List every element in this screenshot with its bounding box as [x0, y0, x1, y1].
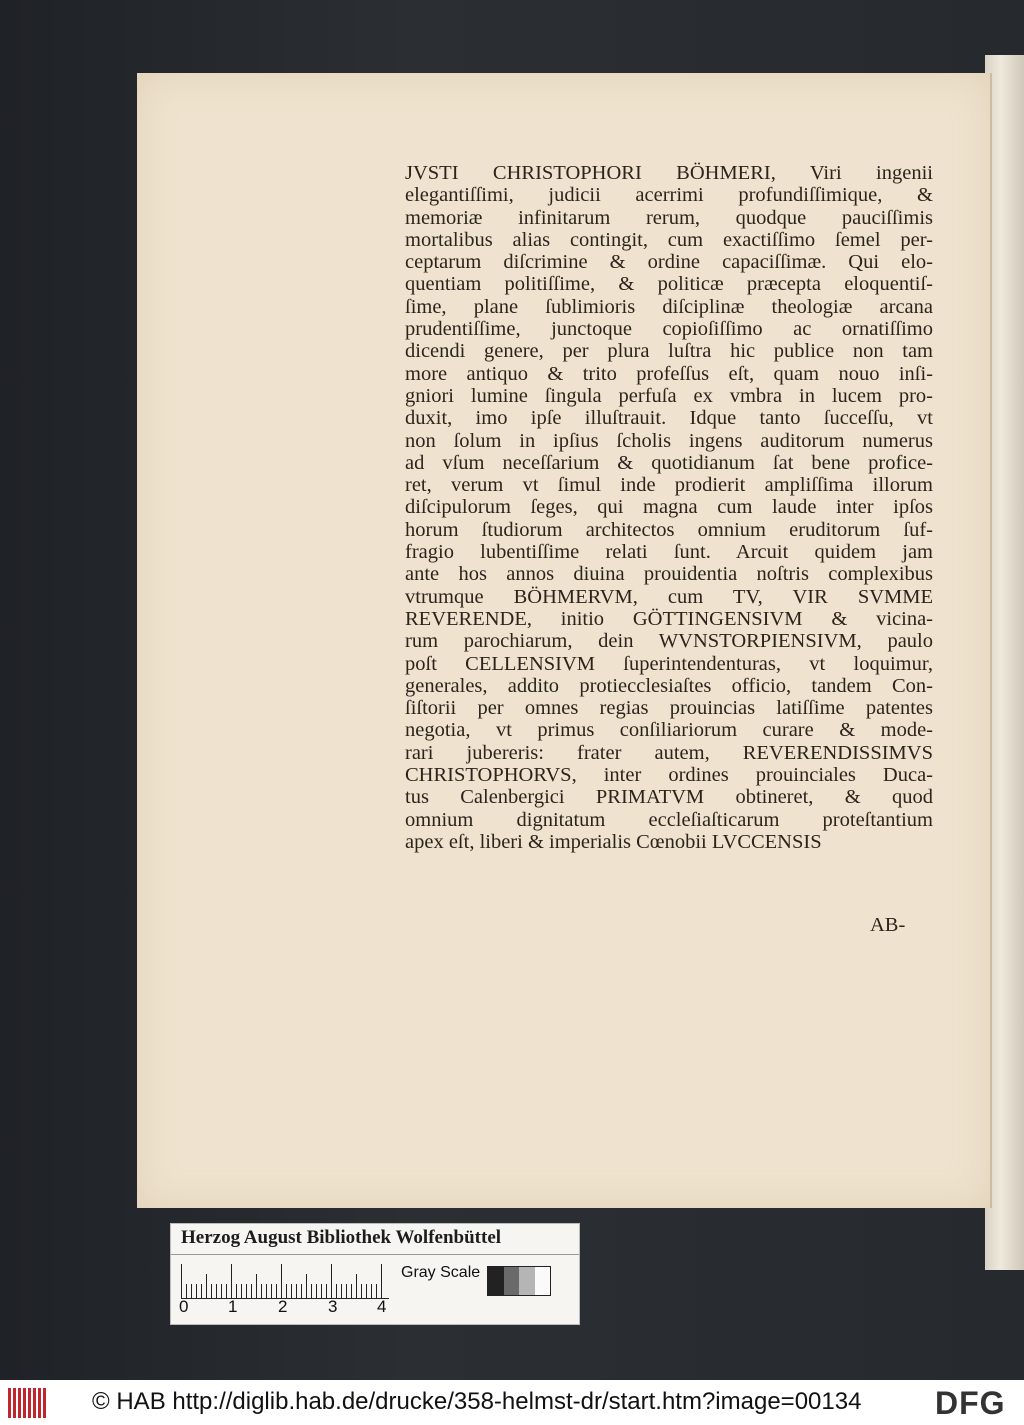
text-line: diſcipulorum ſeges, qui magna cum laude inter ipſos	[405, 496, 933, 519]
text-line: memoriæ infinitarum rerum, quodque pauciſſimis	[405, 206, 933, 229]
ruler-tick	[336, 1284, 337, 1298]
ruler-tick	[281, 1264, 282, 1298]
text-line: REVERENDE, initio GÖTTINGENSIVM & vicina-	[405, 607, 933, 630]
text-line: rum parochiarum, dein WVNSTORPIENSIVM, paulo	[405, 630, 933, 653]
ruler-tick	[341, 1284, 342, 1298]
measurement-ruler	[181, 1262, 389, 1298]
dfg-logo: DFG	[935, 1385, 1006, 1421]
card-divider	[171, 1254, 579, 1255]
text-line: rari jubereris: frater autem, REVERENDISSIMVS	[405, 741, 933, 764]
ruler-tick	[296, 1284, 297, 1298]
ruler-tick	[181, 1264, 182, 1298]
text-line: tus Calenbergici PRIMATVM obtineret, & quod	[405, 786, 933, 809]
text-line: ſiſtorii per omnes regias prouincias latiſſime patentes	[405, 697, 933, 720]
text-line: omnium dignitatum eccleſiaſticarum proteſtantium	[405, 808, 933, 831]
ruler-tick	[326, 1284, 327, 1298]
ruler-number-1: 1	[228, 1297, 238, 1316]
reference-card	[170, 1223, 580, 1325]
ruler-tick	[196, 1284, 197, 1298]
text-line: ante hos annos diuina prouidentia noſtris complexibus	[405, 563, 933, 586]
ruler-tick	[236, 1284, 237, 1298]
ruler-tick	[276, 1284, 277, 1298]
hab-logo-icon	[8, 1388, 48, 1418]
ruler-tick	[231, 1264, 232, 1298]
ruler-tick	[351, 1284, 352, 1298]
text-line: duxit, imo ipſe illuſtrauit. Idque tanto ſucceſſu, vt	[405, 407, 933, 430]
text-line: ceptarum diſcrimine & ordine capaciſſimæ. Qui elo-	[405, 251, 933, 274]
ruler-tick	[316, 1284, 317, 1298]
library-name: Herzog August Bibliothek Wolfenbüttel	[181, 1227, 502, 1248]
ruler-tick	[301, 1284, 302, 1298]
text-line: dicendi genere, per plura luſtra hic publice non tam	[405, 340, 933, 363]
ruler-tick	[226, 1284, 227, 1298]
ruler-tick	[221, 1284, 222, 1298]
text-line: ad vſum neceſſarium & quotidianum ſat bene profice-	[405, 451, 933, 474]
gray-scale-swatch	[487, 1266, 551, 1296]
ruler-tick	[346, 1284, 347, 1298]
text-line: vtrumque BÖHMERVM, cum TV, VIR SVMME	[405, 585, 933, 608]
ruler-tick	[361, 1284, 362, 1298]
ruler-tick	[216, 1284, 217, 1298]
text-line: more antiquo & trito profeſſus eſt, quam nouo inſi-	[405, 362, 933, 385]
text-line: ret, verum vt ſimul inde prodierit ampliſſima illorum	[405, 474, 933, 497]
ruler-tick	[266, 1284, 267, 1298]
ruler-tick	[201, 1284, 202, 1298]
ruler-tick	[291, 1284, 292, 1298]
text-line: mortalibus alias contingit, cum exactiſſimo ſemel per-	[405, 228, 933, 251]
text-line: negotia, vt primus conſiliariorum curare & mode-	[405, 719, 933, 742]
ruler-tick	[331, 1264, 332, 1298]
text-line: quentiam politiſſime, & politicæ præcepta eloquentiſ-	[405, 273, 933, 296]
text-line: apex eſt, liberi & imperialis Cœnobii LVCCENSIS	[405, 830, 822, 853]
ruler-tick	[251, 1284, 252, 1298]
copyright-url: © HAB http://diglib.hab.de/drucke/358-helmst-dr/start.htm?image=00134	[92, 1388, 862, 1415]
text-line: non ſolum in ipſius ſcholis ingens auditorum numerus	[405, 429, 933, 452]
ruler-tick	[371, 1284, 372, 1298]
ruler-tick	[321, 1284, 322, 1298]
ruler-tick	[306, 1274, 307, 1298]
ruler-tick	[381, 1264, 382, 1298]
ruler-tick	[366, 1284, 367, 1298]
ruler-tick	[286, 1284, 287, 1298]
ruler-tick	[356, 1274, 357, 1298]
text-line: gniori lumine ſingula perfuſa ex vmbra in lucem pro-	[405, 384, 933, 407]
ruler-tick	[271, 1284, 272, 1298]
footer-bar	[0, 1380, 1024, 1425]
catchword: AB-	[870, 914, 906, 936]
ruler-tick	[256, 1274, 257, 1298]
text-line: horum ſtudiorum architectos omnium eruditorum ſuf-	[405, 518, 933, 541]
ruler-number-2: 2	[278, 1297, 288, 1316]
text-line: elegantiſſimi, judicii acerrimi profundiſſimique, &	[405, 184, 933, 207]
ruler-tick	[261, 1284, 262, 1298]
page-body-text	[405, 162, 933, 853]
ruler-tick	[186, 1284, 187, 1298]
text-line: JVSTI CHRISTOPHORI BÖHMERI, Viri ingenii	[405, 162, 933, 184]
ruler-tick	[376, 1284, 377, 1298]
text-line: generales, addito protiecclesiaſtes officio, tandem Con-	[405, 674, 933, 697]
ruler-tick	[211, 1284, 212, 1298]
gray-scale-label: Gray Scale	[401, 1264, 481, 1281]
text-line: poſt CELLENSIVM ſuperintendenturas, vt loquimur,	[405, 652, 933, 675]
text-line: fragio lubentiſſime relati ſunt. Arcuit quidem jam	[405, 541, 933, 564]
text-line: ſime, plane ſublimioris diſciplinæ theologiæ arcana	[405, 295, 933, 318]
ruler-tick	[191, 1284, 192, 1298]
ruler-number-0: 0	[179, 1297, 189, 1316]
text-line: CHRISTOPHORVS, inter ordines prouinciales Duca-	[405, 764, 933, 787]
text-line: prudentiſſime, junctoque copioſiſſimo ac ornatiſſimo	[405, 318, 933, 341]
ruler-tick	[241, 1284, 242, 1298]
ruler-number-3: 3	[328, 1297, 338, 1316]
ruler-tick	[246, 1284, 247, 1298]
ruler-number-4: 4	[377, 1297, 387, 1316]
ruler-tick	[206, 1274, 207, 1298]
ruler-tick	[311, 1284, 312, 1298]
